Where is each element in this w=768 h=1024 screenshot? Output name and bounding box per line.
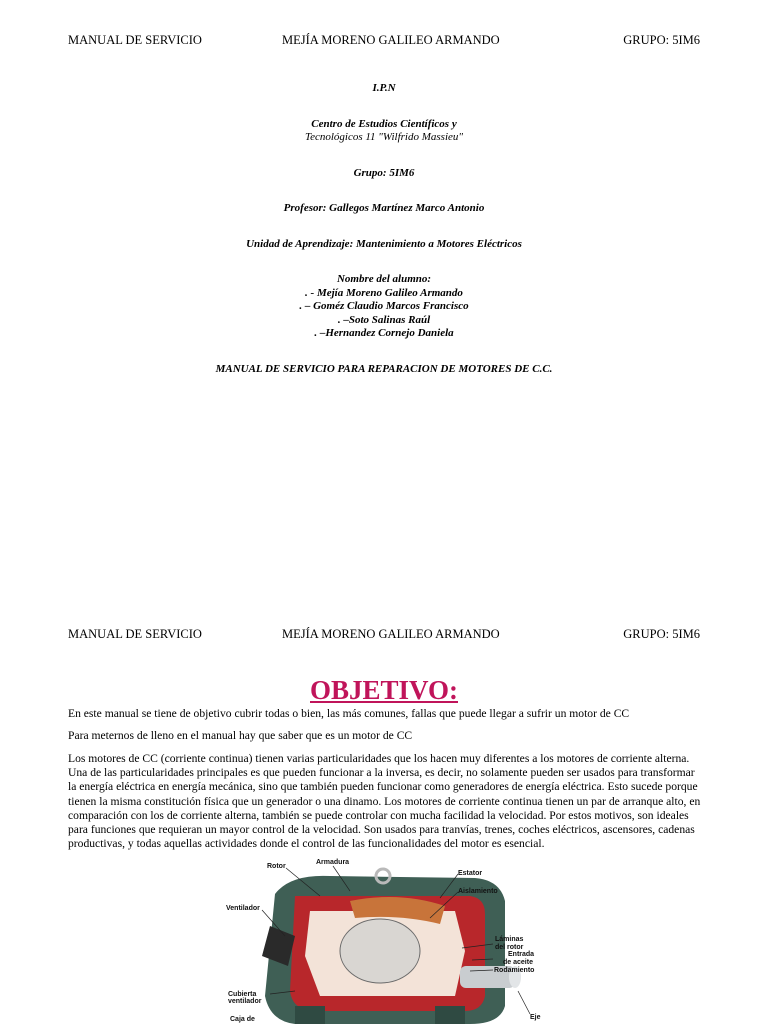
- label-rotor: Rotor: [267, 863, 286, 870]
- student-name: . –Soto Salinas Raúl: [337, 313, 431, 326]
- page-header: [68, 627, 700, 643]
- header-group: GRUPO: 5IM6: [623, 33, 700, 47]
- label-armadura: Armadura: [316, 859, 350, 866]
- header-author: MEJÍA MORENO GALILEO ARMANDO: [282, 33, 500, 47]
- student-name: . - Mejía Moreno Galileo Armando: [305, 286, 463, 299]
- header-manual-label: MANUAL DE SERVICIO: [68, 33, 202, 47]
- label-entrada: Entrada: [508, 951, 535, 958]
- motor-illustration: [200, 856, 560, 1024]
- label-cubierta-2: ventilador: [228, 998, 262, 1005]
- learning-unit: Unidad de Aprendizaje: Mantenimiento a Motores Eléctricos: [246, 237, 522, 250]
- student-name: . –Hernandez Cornejo Daniela: [314, 327, 454, 339]
- school-line-2: Tecnológicos 11 "Wilfrido Massieu": [304, 131, 464, 143]
- objective-paragraph: En este manual se tiene de objetivo cubrir todas o bien, las más comunes, fallas que puede llegar a sufrir un motor de CC: [68, 707, 630, 720]
- institution: I.P.N: [372, 82, 396, 94]
- school-line-1: Centro de Estudios Científicos y: [311, 117, 457, 130]
- group: Grupo: 5IM6: [353, 166, 415, 179]
- header-manual-label: MANUAL DE SERVICIO: [68, 627, 202, 641]
- label-cubierta: Cubierta: [228, 991, 257, 998]
- label-ventilador: Ventilador: [226, 905, 260, 912]
- armature-core: [340, 919, 420, 983]
- objective-heading: OBJETIVO:: [310, 675, 458, 705]
- label-laminas: Láminas: [495, 936, 524, 943]
- dc-motor-cutaway-figure: [200, 856, 560, 1024]
- page-header: [68, 33, 700, 49]
- students-heading: Nombre del alumno:: [336, 273, 432, 285]
- manual-title: MANUAL DE SERVICIO PARA REPARACION DE MOTORES DE C.C.: [215, 362, 553, 375]
- header-author: MEJÍA MORENO GALILEO ARMANDO: [282, 627, 500, 641]
- label-estator: Estator: [458, 870, 483, 877]
- label-laminas-2: del rotor: [495, 944, 524, 951]
- professor: Profesor: Gallegos Martínez Marco Antonio: [283, 202, 485, 214]
- label-aislamiento: Aislamiento: [458, 888, 498, 895]
- label-rodamiento: Rodamiento: [494, 967, 535, 974]
- header-group: GRUPO: 5IM6: [623, 627, 700, 641]
- dc-motor-description: Los motores de CC (corriente continua) tienen varias particularidades que los hacen muy diferentes a los motores de corriente alterna. Una de las particularidades principales es que pueden funcionar a la inversa, es decir, no solamente pueden ser usados para transformar la energía eléctrica en energía mecánica, sino que también pueden funcionar como generadores de energía eléctrica. Esto sucede porque tienen la misma constitución física que un generador o una dinamo. Los motores de corriente continua tienen un par de arranque alto, en comparación con los de corriente alterna, también se puede controlar con mucha facilidad la velocidad. Por estos motivos, son ideales para funciones que requieran un mayor control de la velocidad. Son usados para tranvías, trenes, coches eléctricos, ascensores, cadenas productivas, y todas aquellas actividades donde el control de las funcionalidades del motor es esencial.: [68, 752, 701, 851]
- label-entrada-2: de aceite: [503, 959, 533, 966]
- cover-page: [0, 82, 768, 376]
- student-name: . – Goméz Claudio Marcos Francisco: [299, 300, 469, 312]
- label-caja: Caja de: [230, 1016, 255, 1023]
- label-eje: Eje: [530, 1014, 541, 1021]
- intro-paragraph: Para meternos de lleno en el manual hay que saber que es un motor de CC: [68, 729, 413, 742]
